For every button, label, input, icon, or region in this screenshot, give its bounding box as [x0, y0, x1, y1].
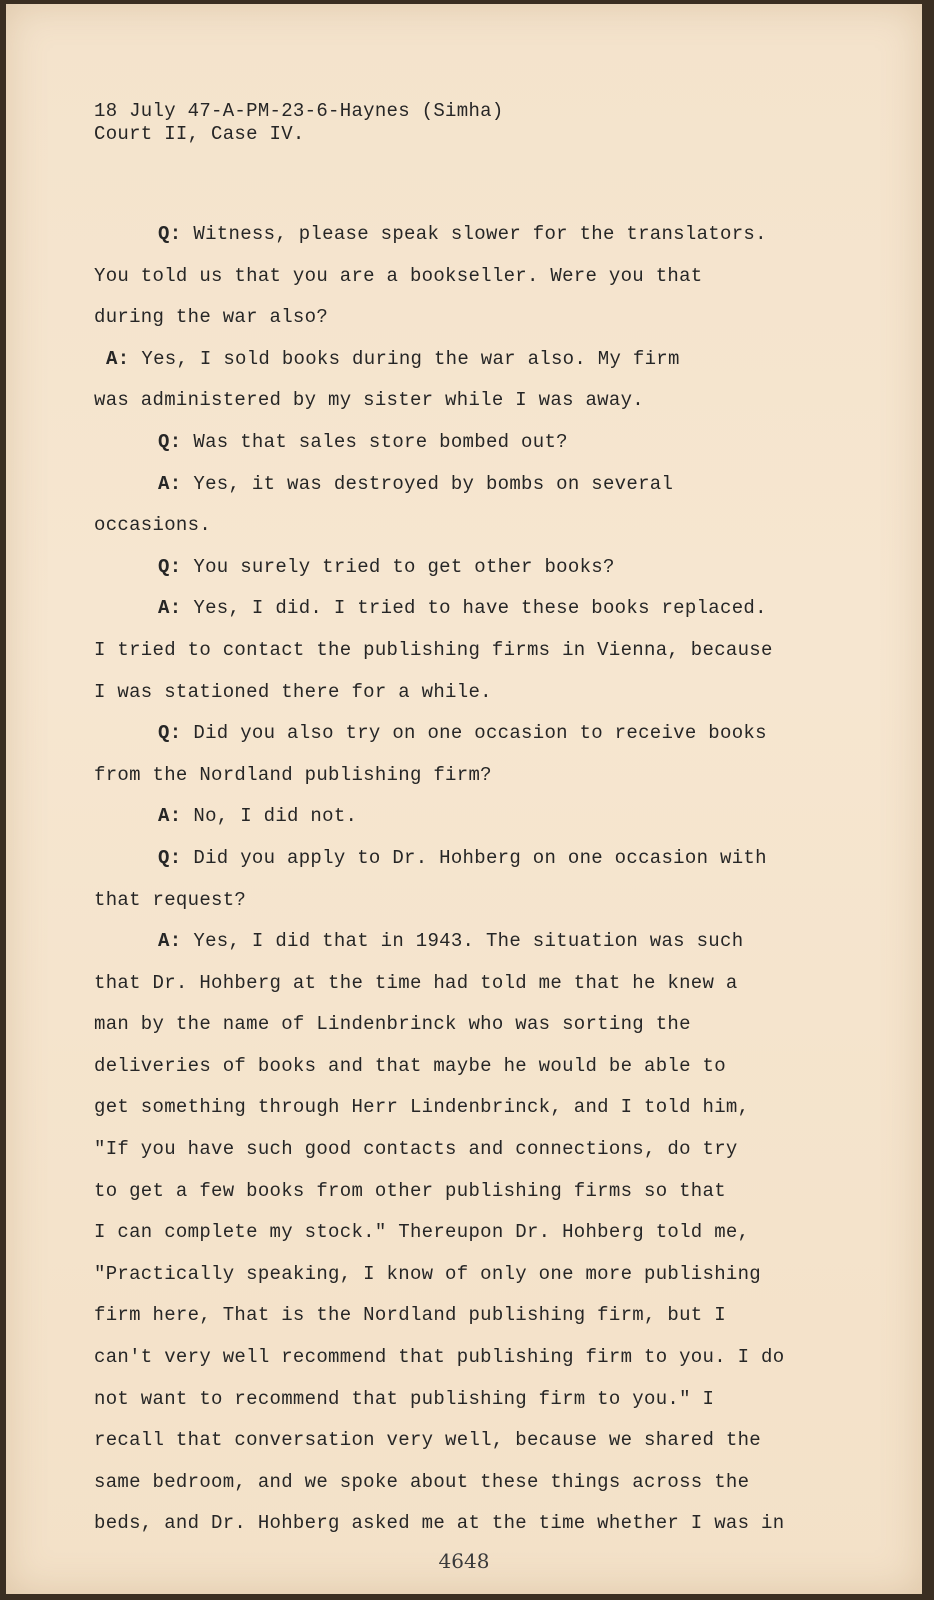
- transcript-line: [94, 1004, 834, 1046]
- transcript-line: [94, 339, 834, 381]
- transcript-line: [94, 1462, 834, 1504]
- line-text: I can complete my stock." Thereupon Dr. Hohberg told me,: [94, 1221, 750, 1244]
- speaker-label: A:: [158, 597, 182, 620]
- line-text: during the war also?: [94, 306, 329, 329]
- transcript-line: [94, 1046, 834, 1088]
- transcript-line: [94, 963, 834, 1005]
- transcript-line: [94, 422, 834, 464]
- line-text: "Practically speaking, I know of only one more publishing: [94, 1262, 762, 1285]
- transcript-line: [94, 880, 834, 922]
- transcript-line: [94, 1129, 834, 1171]
- speaker-label: A:: [158, 472, 182, 495]
- transcript-line: [94, 214, 834, 256]
- transcript-body: [94, 214, 834, 1545]
- transcript-line: [94, 297, 834, 339]
- transcript-line: [94, 505, 834, 547]
- line-text: that request?: [94, 888, 247, 911]
- transcript-line: [94, 713, 834, 755]
- line-text: Yes, I did that in 1943. The situation was such: [193, 930, 744, 953]
- line-text: Did you apply to Dr. Hohberg on one occasion with: [193, 846, 767, 869]
- transcript-line: [94, 464, 834, 506]
- transcript-line: [94, 1420, 834, 1462]
- transcript-line: [94, 1254, 834, 1296]
- document-header: [94, 100, 504, 146]
- transcript-line: [94, 588, 834, 630]
- line-text: get something through Herr Lindenbrinck, and I told him,: [94, 1096, 750, 1119]
- line-text: firm here, That is the Nordland publishing firm, but I: [94, 1304, 726, 1327]
- line-text: Did you also try on one occasion to receive books: [193, 722, 767, 745]
- transcript-line: [94, 1212, 834, 1254]
- transcript-line: [94, 1295, 834, 1337]
- line-text: I was stationed there for a while.: [94, 680, 492, 703]
- line-text: "If you have such good contacts and connections, do try: [94, 1138, 738, 1161]
- line-text: You surely tried to get other books?: [193, 555, 615, 578]
- speaker-label: A:: [158, 805, 182, 828]
- transcript-line: [94, 1087, 834, 1129]
- speaker-label: Q:: [158, 846, 182, 869]
- speaker-label: Q:: [158, 430, 182, 453]
- line-text: can't very well recommend that publishing firm to you. I do: [94, 1346, 785, 1369]
- line-text: You told us that you are a bookseller. Were you that: [94, 264, 703, 287]
- transcript-line: [94, 1379, 834, 1421]
- speaker-label: Q:: [158, 555, 182, 578]
- document-page: [6, 4, 922, 1594]
- line-text: that Dr. Hohberg at the time had told me that he knew a: [94, 971, 738, 994]
- page-number: 4648: [438, 1549, 490, 1573]
- header-line-2: Court II, Case IV.: [94, 123, 305, 145]
- line-text: I tried to contact the publishing firms in Vienna, because: [94, 638, 773, 661]
- line-text: Yes, I did. I tried to have these books replaced.: [193, 597, 767, 620]
- transcript-line: [94, 547, 834, 589]
- transcript-line: [94, 256, 834, 298]
- transcript-line: [94, 796, 834, 838]
- line-text: was administered by my sister while I was away.: [94, 389, 644, 412]
- line-text: recall that conversation very well, because we shared the: [94, 1429, 762, 1452]
- line-text: to get a few books from other publishing firms so that: [94, 1179, 726, 1202]
- line-text: same bedroom, and we spoke about these things across the: [94, 1470, 750, 1493]
- line-text: occasions.: [94, 514, 212, 537]
- transcript-line: [94, 1337, 834, 1379]
- line-text: deliveries of books and that maybe he would be able to: [94, 1054, 726, 1077]
- transcript-line: [94, 1171, 834, 1213]
- speaker-label: Q:: [158, 722, 182, 745]
- line-text: Yes, I sold books during the war also. My firm: [141, 347, 680, 370]
- line-text: Yes, it was destroyed by bombs on several: [193, 472, 674, 495]
- transcript-line: [94, 380, 834, 422]
- transcript-line: [94, 1503, 834, 1545]
- line-text: Witness, please speak slower for the translators.: [193, 223, 767, 245]
- transcript-line: [94, 838, 834, 880]
- transcript-line: [94, 672, 834, 714]
- line-text: not want to recommend that publishing firm to you." I: [94, 1387, 715, 1410]
- transcript-line: [94, 755, 834, 797]
- speaker-label: Q:: [158, 223, 182, 245]
- speaker-label: A:: [158, 930, 182, 953]
- line-text: Was that sales store bombed out?: [193, 430, 568, 453]
- speaker-label: A:: [106, 347, 130, 370]
- line-text: man by the name of Lindenbrinck who was sorting the: [94, 1013, 691, 1036]
- header-line-1: 18 July 47-A-PM-23-6-Haynes (Simha): [94, 100, 504, 122]
- line-text: beds, and Dr. Hohberg asked me at the time whether I was in: [94, 1512, 785, 1535]
- line-text: No, I did not.: [193, 805, 358, 828]
- transcript-line: [94, 921, 834, 963]
- line-text: from the Nordland publishing firm?: [94, 763, 492, 786]
- transcript-line: [94, 630, 834, 672]
